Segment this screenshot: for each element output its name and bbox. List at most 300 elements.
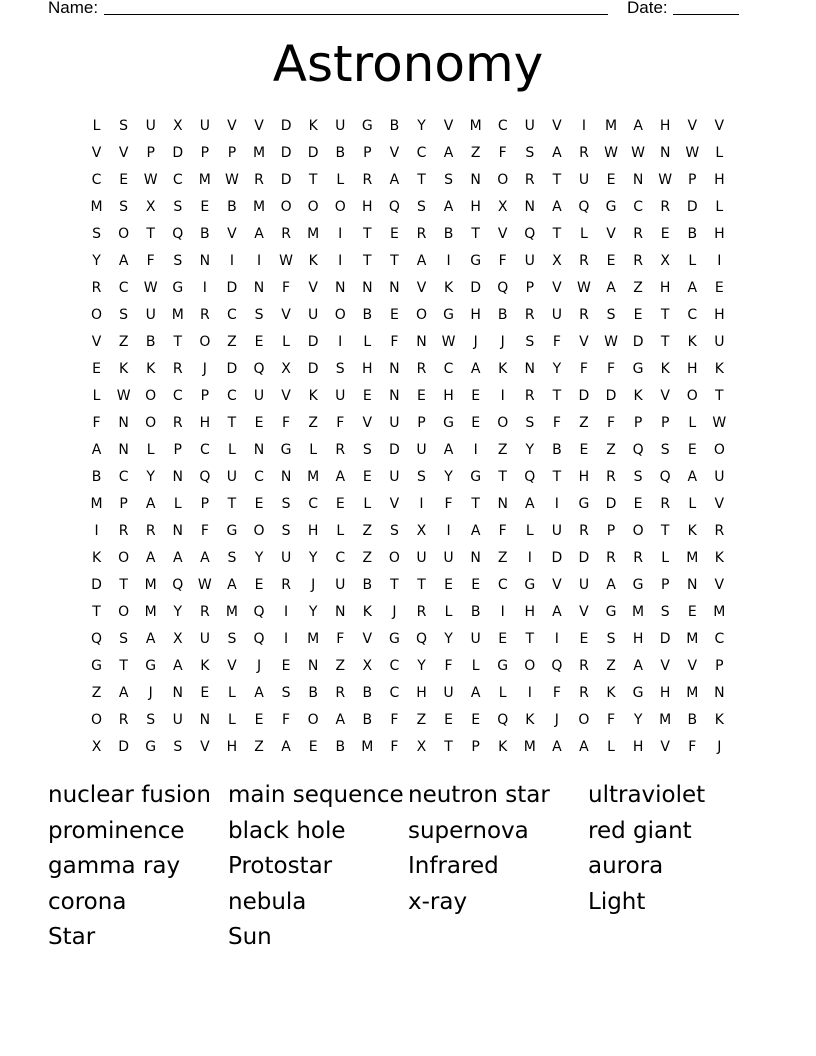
grid-letter: T [552,226,562,242]
grid-letter: E [308,739,318,755]
word-list-item: aurora [588,853,664,880]
grid-letter: S [525,334,535,350]
grid-letter: Z [254,739,264,755]
grid-letter: K [146,361,156,377]
grid-letter: N [470,550,481,566]
grid-letter: T [444,739,453,755]
grid-letter: U [578,172,590,188]
grid-letter: A [118,685,129,701]
grid-letter: O [145,388,157,404]
grid-letter: R [579,253,589,269]
grid-letter: E [579,442,589,458]
word-list-item: Protostar [228,853,333,880]
grid-letter: O [388,550,400,566]
grid-letter: B [362,307,373,323]
grid-letter: G [361,118,373,134]
word-list-item: supernova [408,817,529,844]
grid-letter: O [280,199,292,215]
grid-letter: Q [253,631,265,647]
grid-letter: Q [578,199,590,215]
grid-letter: U [172,712,183,728]
grid-letter: F [282,415,291,431]
grid-letter: I [202,280,207,296]
grid-letter: C [389,658,400,674]
grid-letter: S [281,685,291,701]
grid-letter: V [660,658,670,674]
grid-letter: Z [497,442,508,458]
grid-letter: L [471,658,480,674]
grid-letter: I [284,631,289,647]
grid-letter: R [199,604,210,620]
grid-letter: R [524,388,535,404]
grid-letter: K [714,550,724,566]
grid-letter: N [118,442,129,458]
grid-letter: E [200,685,210,701]
grid-letter: K [714,712,724,728]
grid-letter: A [470,361,481,377]
grid-letter: X [416,523,427,539]
word-list-item: Light [588,888,646,915]
grid-letter: H [470,199,481,215]
grid-letter: V [579,334,589,350]
grid-letter: M [713,604,726,620]
grid-letter: G [145,739,157,755]
grid-letter: Z [335,658,346,674]
grid-letter: B [227,199,237,215]
grid-letter: F [200,523,209,539]
grid-letter: E [335,496,345,512]
grid-letter: C [227,307,237,323]
word-list-item: prominence [48,817,185,844]
grid-letter: Q [253,361,265,377]
grid-letter: M [523,739,536,755]
grid-letter: C [497,577,508,593]
grid-letter: G [632,361,644,377]
grid-letter: E [362,388,372,404]
word-list-item: Star [48,924,96,951]
grid-letter: N [524,199,536,215]
grid-letter: C [389,685,400,701]
grid-letter: U [253,388,265,404]
grid-letter: S [525,145,535,161]
grid-letter: T [119,577,128,593]
grid-letter: X [281,361,291,377]
grid-letter: N [253,442,265,458]
grid-letter: S [119,307,129,323]
grid-letter: Z [579,415,589,431]
grid-letter: V [714,496,725,512]
grid-letter: I [473,442,478,458]
grid-letter: X [91,739,102,755]
grid-letter: U [335,118,346,134]
word-list-item: black hole [228,817,346,844]
grid-letter: M [361,739,374,755]
grid-letter: I [94,523,99,539]
grid-letter: N [118,415,129,431]
grid-letter: V [227,658,237,674]
grid-letter: F [336,631,345,647]
grid-letter: L [363,496,372,512]
grid-letter: W [143,172,158,188]
grid-letter: V [362,415,373,431]
grid-letter: N [416,334,427,350]
grid-letter: B [362,685,373,701]
grid-letter: T [390,577,399,593]
grid-letter: W [604,145,618,161]
grid-letter: O [118,226,130,242]
grid-letter: T [227,496,237,512]
grid-letter: V [552,577,562,593]
grid-letter: S [417,469,426,485]
grid-letter: K [308,253,318,269]
grid-letter: J [202,361,207,377]
grid-letter: M [90,496,103,512]
grid-letter: I [338,334,343,350]
grid-letter: A [552,739,562,755]
grid-letter: O [497,415,509,431]
grid-letter: N [307,658,319,674]
grid-letter: W [577,280,591,296]
grid-letter: E [471,388,481,404]
grid-letter: S [92,226,101,242]
letter-grid [83,113,733,761]
grid-letter: V [118,145,129,161]
grid-letter: T [173,334,183,350]
grid-letter: B [91,469,102,485]
grid-letter: U [551,523,562,539]
grid-letter: D [578,388,590,404]
grid-letter: T [525,631,535,647]
word-list-item: neutron star [408,782,550,808]
grid-letter: F [552,415,561,431]
grid-letter: W [712,415,727,431]
grid-letter: A [687,469,698,485]
grid-letter: E [633,307,643,323]
grid-letter: E [254,496,264,512]
grid-letter: N [389,361,400,377]
grid-letter: I [338,226,343,242]
grid-letter: F [606,415,616,431]
grid-letter: F [390,334,399,350]
grid-letter: T [417,172,426,188]
grid-letter: O [199,334,211,350]
word-list-item: main sequence [228,782,404,808]
grid-letter: K [200,658,210,674]
grid-letter: A [254,685,264,701]
grid-letter: V [606,226,616,242]
grid-letter: B [389,118,400,134]
grid-letter: T [119,658,128,674]
grid-letter: T [552,388,562,404]
grid-letter: N [280,469,292,485]
grid-letter: N [362,280,373,296]
grid-letter: M [469,118,482,134]
grid-letter: T [715,388,724,404]
grid-letter: P [525,280,535,296]
grid-letter: P [660,577,670,593]
grid-letter: U [551,307,562,323]
grid-letter: R [633,550,643,566]
grid-letter: T [308,172,318,188]
grid-letter: V [200,739,210,755]
grid-letter: N [253,280,265,296]
grid-letter: A [552,604,562,620]
grid-letter: G [524,577,536,593]
grid-letter: K [525,712,535,728]
grid-letter: Z [633,280,643,296]
grid-letter: L [146,442,155,458]
grid-letter: A [687,280,698,296]
grid-letter: N [497,496,508,512]
grid-letter: M [144,604,157,620]
grid-letter: F [390,712,399,728]
grid-letter: E [687,442,697,458]
grid-letter: O [91,712,103,728]
grid-letter: A [552,199,562,215]
grid-letter: R [172,415,183,431]
grid-letter: P [200,388,210,404]
grid-letter: L [525,523,534,539]
grid-letter: D [307,361,319,377]
grid-letter: S [146,712,156,728]
grid-letter: N [714,685,725,701]
grid-letter: V [687,658,698,674]
grid-letter: U [443,685,454,701]
grid-letter: R [335,442,346,458]
grid-letter: O [118,604,130,620]
grid-letter: A [281,739,291,755]
grid-letter: Z [416,712,427,728]
grid-letter: Q [172,226,184,242]
grid-letter: V [389,496,400,512]
grid-letter: S [389,523,399,539]
grid-letter: P [227,145,237,161]
grid-letter: F [498,523,507,539]
grid-letter: E [606,253,616,269]
grid-letter: Y [444,469,453,485]
grid-letter: D [226,280,238,296]
grid-letter: H [714,172,725,188]
grid-letter: R [606,469,616,485]
grid-letter: U [145,307,156,323]
grid-letter: K [362,604,372,620]
grid-letter: P [688,172,697,188]
grid-letter: R [91,280,102,296]
word-list-item: red giant [588,817,692,844]
grid-letter: U [389,415,400,431]
grid-letter: D [172,145,184,161]
grid-letter: D [551,550,563,566]
grid-letter: K [660,361,670,377]
grid-letter: L [580,226,588,242]
grid-letter: E [254,712,264,728]
grid-letter: C [91,172,102,188]
grid-letter: D [280,172,292,188]
grid-letter: S [417,199,426,215]
grid-letter: M [632,604,645,620]
grid-letter: Y [633,712,643,728]
grid-letter: D [226,361,238,377]
grid-letter: Z [362,523,373,539]
grid-letter: S [362,442,372,458]
grid-letter: J [500,334,505,350]
grid-letter: V [687,118,698,134]
grid-letter: E [254,334,264,350]
word-list-item: ultraviolet [588,782,706,808]
grid-letter: Z [227,334,237,350]
grid-letter: D [659,631,671,647]
grid-letter: S [227,631,237,647]
grid-letter: Z [606,442,616,458]
grid-letter: D [280,118,292,134]
grid-letter: E [119,172,129,188]
grid-letter: M [225,604,238,620]
grid-letter: A [389,172,400,188]
grid-letter: R [579,685,589,701]
grid-letter: P [606,523,616,539]
grid-letter: F [282,712,291,728]
word-list-item: nebula [228,888,307,915]
grid-letter: I [338,253,343,269]
grid-letter: Y [417,118,426,134]
grid-letter: A [416,253,427,269]
grid-letter: L [661,550,670,566]
grid-letter: F [579,361,588,377]
grid-letter: O [578,712,590,728]
grid-letter: W [685,145,700,161]
grid-letter: R [579,145,589,161]
grid-letter: I [527,550,532,566]
grid-letter: Q [388,199,400,215]
grid-letter: X [362,658,373,674]
grid-letter: O [524,658,536,674]
grid-letter: E [92,361,101,377]
grid-letter: J [392,604,397,620]
grid-letter: C [443,361,454,377]
grid-letter: E [362,469,372,485]
grid-letter: V [91,145,102,161]
grid-letter: E [281,658,291,674]
grid-letter: D [686,199,698,215]
grid-letter: L [309,442,318,458]
grid-letter: A [91,442,102,458]
grid-letter: E [633,496,643,512]
grid-letter: K [498,361,508,377]
grid-letter: G [443,307,454,323]
grid-letter: R [660,199,671,215]
grid-letter: K [633,388,643,404]
grid-letter: X [172,631,183,647]
page-title: Astronomy [272,35,544,93]
grid-letter: I [581,118,587,134]
grid-letter: E [254,577,264,593]
grid-letter: R [714,523,725,539]
grid-letter: L [688,496,697,512]
grid-letter: V [254,118,264,134]
grid-letter: H [226,739,238,755]
grid-letter: F [498,145,507,161]
grid-letter: L [336,172,345,188]
grid-letter: L [336,523,345,539]
grid-letter: S [525,415,535,431]
grid-letter: S [119,199,129,215]
grid-letter: M [686,550,699,566]
grid-letter: U [578,577,590,593]
grid-letter: U [416,550,427,566]
grid-letter: R [199,307,210,323]
grid-letter: D [91,577,102,593]
grid-letter: Y [308,550,318,566]
grid-letter: H [659,280,671,296]
grid-letter: G [91,658,102,674]
grid-letter: V [552,280,562,296]
grid-letter: G [470,469,482,485]
grid-letter: W [441,334,456,350]
grid-letter: B [200,226,210,242]
grid-letter: H [659,685,671,701]
grid-letter: A [470,523,481,539]
grid-letter: Q [524,469,536,485]
grid-letter: C [118,469,129,485]
grid-letter: Z [308,415,318,431]
grid-letter: J [473,334,478,350]
grid-letter: H [659,118,671,134]
grid-letter: G [145,658,157,674]
grid-letter: X [416,739,427,755]
grid-letter: O [118,550,130,566]
grid-letter: W [279,253,293,269]
grid-letter: C [335,550,346,566]
grid-letter: N [687,577,698,593]
grid-letter: P [200,496,210,512]
name-label: Name: [48,0,99,17]
grid-letter: Q [497,280,509,296]
grid-letter: M [144,577,157,593]
grid-letter: P [417,415,426,431]
grid-letter: S [633,469,643,485]
grid-letter: G [470,253,482,269]
grid-letter: T [660,523,670,539]
grid-letter: O [686,388,698,404]
grid-letter: U [335,577,346,593]
grid-letter: L [444,604,453,620]
grid-letter: C [254,469,264,485]
grid-letter: J [717,739,722,755]
grid-letter: U [714,334,725,350]
grid-letter: F [606,712,616,728]
grid-letter: U [470,631,481,647]
grid-letter: B [145,334,156,350]
grid-letter: A [145,550,156,566]
word-list-item: Infrared [408,853,499,880]
grid-letter: G [443,415,454,431]
grid-letter: E [389,307,399,323]
grid-letter: K [443,280,454,296]
grid-letter: Z [362,550,373,566]
grid-letter: V [552,118,562,134]
grid-letter: I [554,631,559,647]
grid-letter: Y [525,442,535,458]
grid-letter: I [229,253,234,269]
grid-letter: H [307,523,319,539]
grid-letter: O [334,307,346,323]
grid-letter: L [173,496,182,512]
grid-letter: I [717,253,722,269]
grid-letter: N [632,172,644,188]
grid-letter: K [687,523,697,539]
grid-letter: G [280,442,292,458]
grid-letter: B [335,739,346,755]
